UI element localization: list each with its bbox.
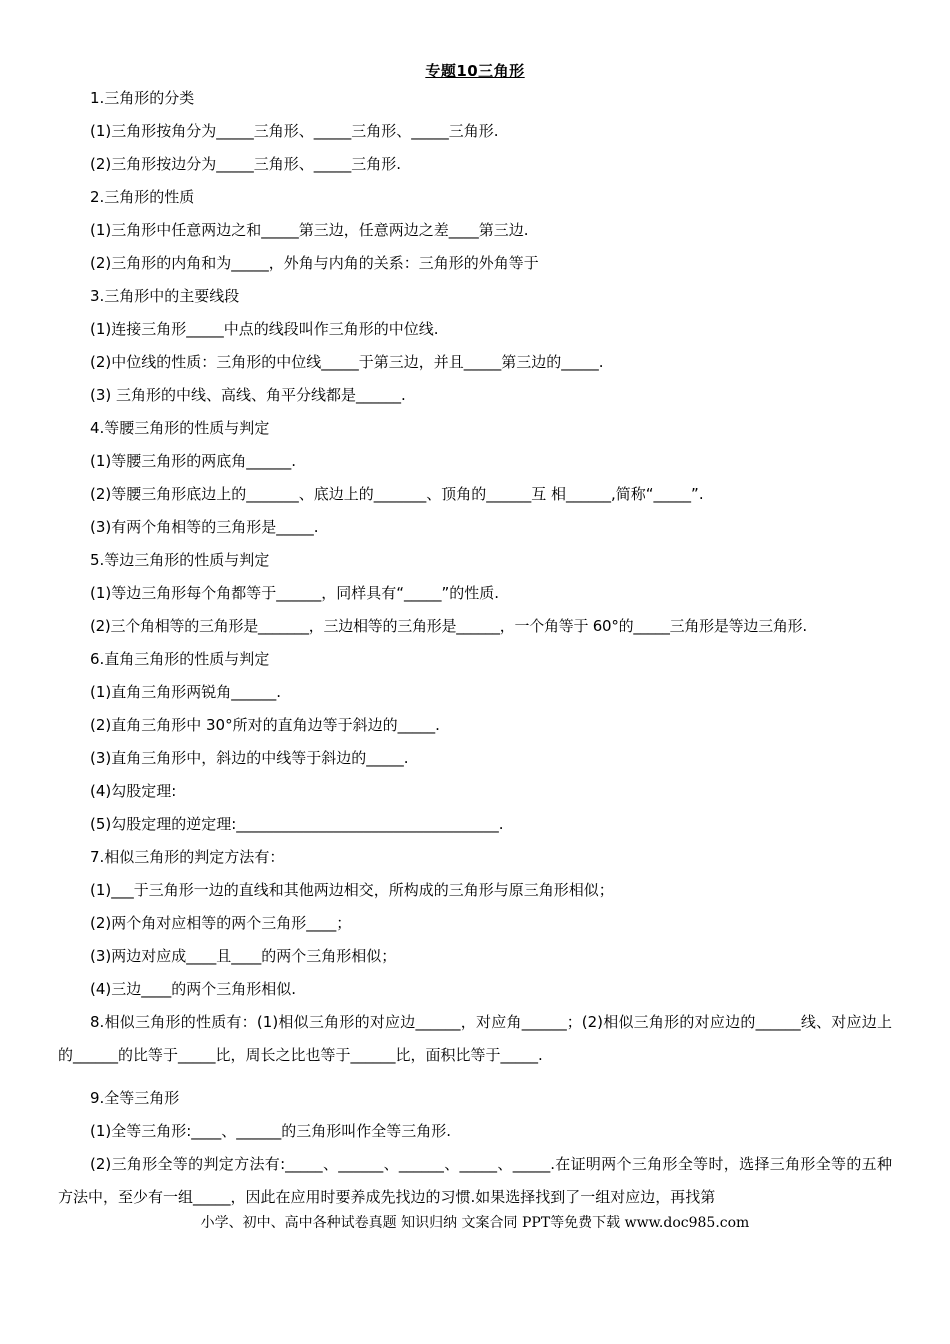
section-heading-5: 5.等边三角形的性质与判定 [90,551,270,569]
list-item: (1)等边三角形每个角都等于______，同样具有“_____”的性质. [90,584,500,602]
list-item: (2)三角形的内角和为_____，外角与内角的关系：三角形的外角等于 [90,254,539,272]
list-item: (5)勾股定理的逆定理:___________________________________. [90,815,504,833]
list-item: (1)全等三角形:____、______的三角形叫作全等三角形. [90,1122,452,1140]
list-item: (2)三角形按边分为_____三角形、_____三角形. [90,155,402,173]
list-item: (4)勾股定理: [90,782,177,800]
list-item: (1)三角形中任意两边之和_____第三边，任意两边之差____第三边. [90,221,529,239]
section-heading-3: 3.三角形中的主要线段 [90,287,240,305]
list-item: (2)等腰三角形底边上的_______、底边上的_______、顶角的______互 相______,简称“_____”. [90,485,704,503]
list-item: (2)中位线的性质：三角形的中位线_____于第三边，并且_____第三边的_____. [90,353,604,371]
section-heading-6: 6.直角三角形的性质与判定 [90,650,270,668]
section-heading-9: 9.全等三角形 [90,1089,180,1107]
section-heading-1: 1.三角形的分类 [90,89,195,107]
section-heading-7: 7.相似三角形的判定方法有： [90,848,285,866]
list-item: (3) 三角形的中线、高线、角平分线都是______. [90,386,406,404]
list-item: (1)连接三角形_____中点的线段叫作三角形的中位线. [90,320,439,338]
list-item: (1)三角形按角分为_____三角形、_____三角形、_____三角形. [90,122,499,140]
paragraph-8: 8.相似三角形的性质有：(1)相似三角形的对应边______，对应角______；(2)相似三角形的对应边的______线、对应边上的______的比等于_____比，周长之比也等于______比，面积比等于_____. [58,1013,892,1064]
list-item: (4)三边____的两个三角形相似. [90,980,297,998]
section-heading-2: 2.三角形的性质 [90,188,195,206]
paragraph-9: (2)三角形全等的判定方法有:_____、______、______、_____、_____.在证明两个三角形全等时，选择三角形全等的五种方法中，至少有一组_____，因此在应用时要养成先找边的习惯.如果选择找到了一组对应边，再找第 [58,1155,892,1206]
page-footer: 小学、初中、高中各种试卷真题 知识归纳 文案合同 PPT等免费下载 www.doc985.com [200,1215,750,1231]
list-item: (2)三个角相等的三角形是_______，三边相等的三角形是______，一个角等于 60°的_____三角形是等边三角形. [90,617,807,635]
page-title: 专题10三角形 [425,62,525,80]
list-item: (3)直角三角形中，斜边的中线等于斜边的_____. [90,749,409,767]
list-item: (1)等腰三角形的两底角______. [90,452,297,470]
list-item: (3)两边对应成____且____的两个三角形相似； [90,947,397,965]
list-item: (2)两个角对应相等的两个三角形____； [90,914,352,932]
section-heading-4: 4.等腰三角形的性质与判定 [90,419,270,437]
list-item: (1)___于三角形一边的直线和其他两边相交，所构成的三角形与原三角形相似； [90,881,614,899]
list-item: (2)直角三角形中 30°所对的直角边等于斜边的_____. [90,716,440,734]
list-item: (3)有两个角相等的三角形是_____. [90,518,319,536]
list-item: (1)直角三角形两锐角______. [90,683,282,701]
